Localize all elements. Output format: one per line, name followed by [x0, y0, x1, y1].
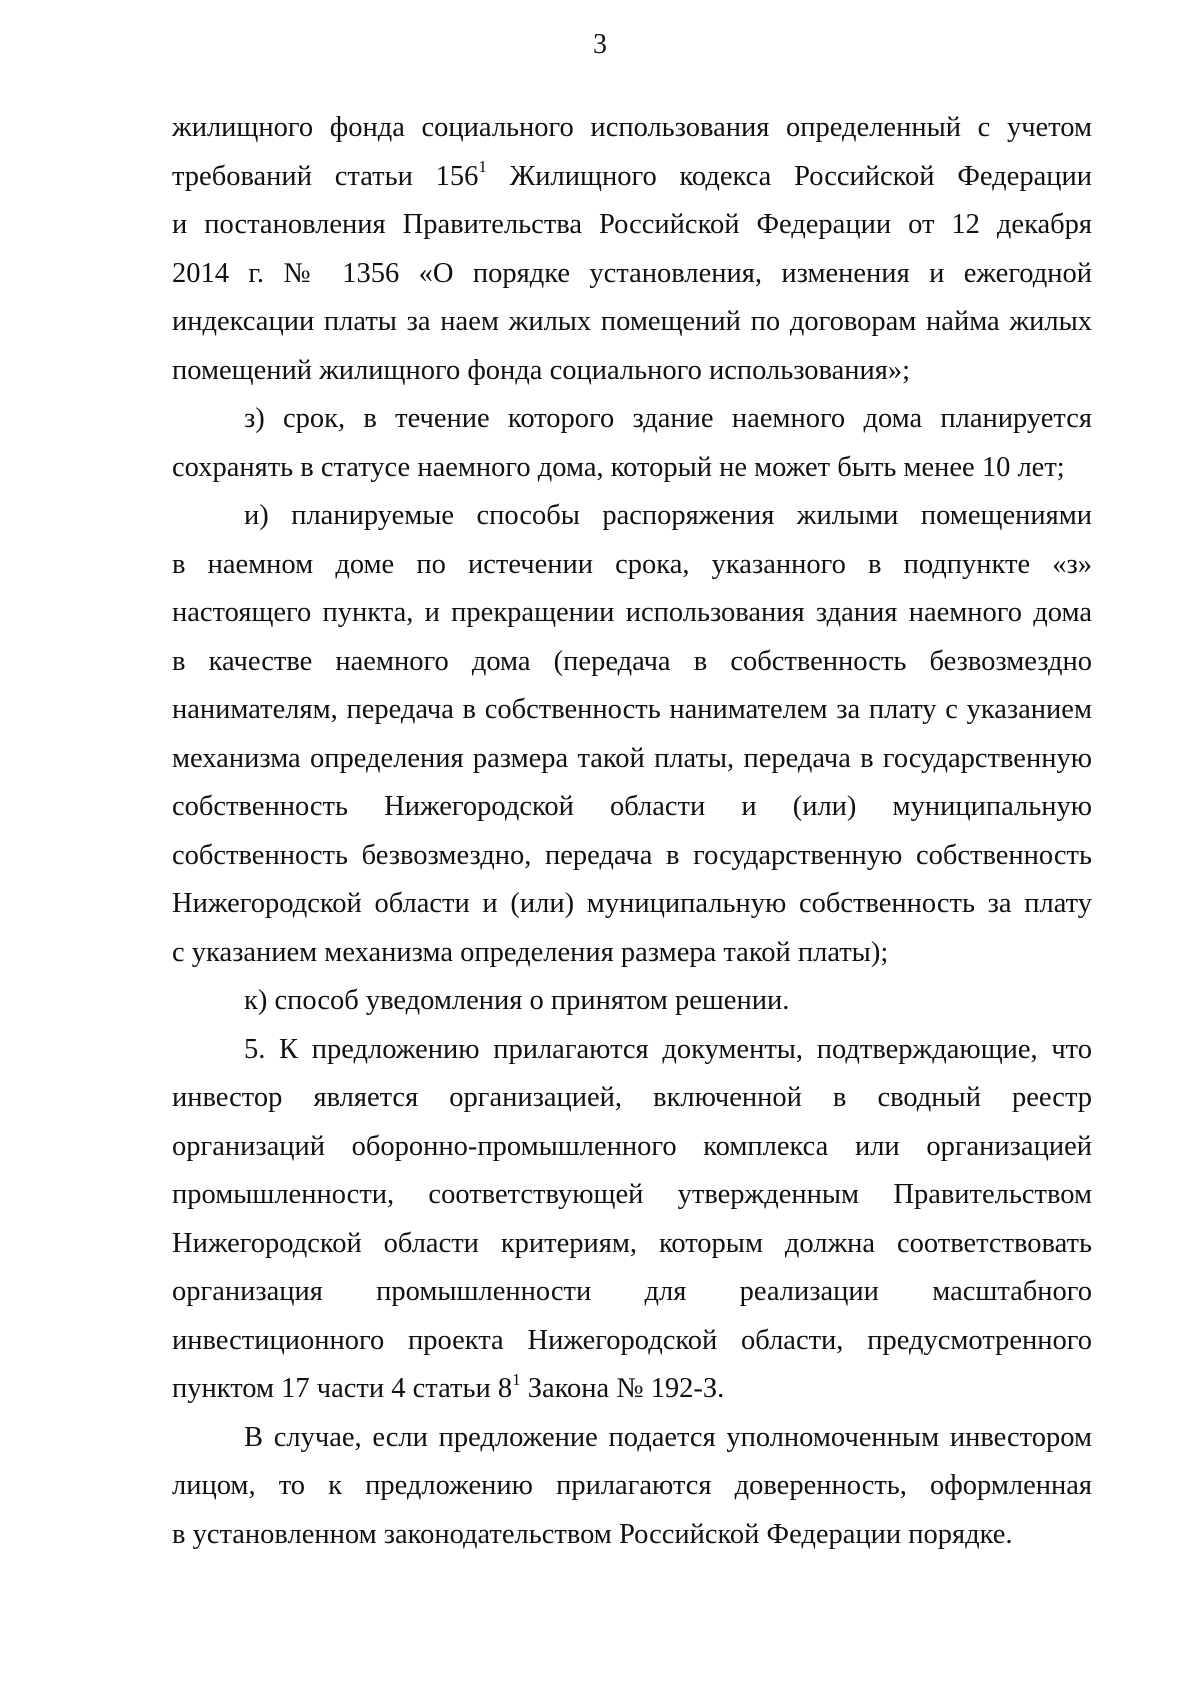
superscript: 1: [478, 157, 487, 176]
text-line: [172, 153, 1092, 202]
text-fragment: пунктом 17 части 4 статьи 8: [172, 1373, 513, 1404]
text-fragment: требований статьи 156: [172, 160, 479, 192]
text-line: инвестор является организацией, включенной в сводный реестр: [172, 1082, 1092, 1113]
text-line: з) срок, в течение которого здание наемного дома планируется: [244, 403, 1092, 434]
text-line: в наемном доме по истечении срока, указанного в подпункте «з»: [172, 548, 1092, 580]
paragraph-point-5: [172, 1026, 1092, 1414]
text-line: с указанием механизма определения размера такой платы);: [172, 936, 889, 968]
text-line: настоящего пункта, и прекращении использования здания наемного дома: [172, 597, 1092, 628]
text-line: лицом, то к предложению прилагаются доверенность, оформленная: [172, 1470, 1092, 1501]
page-number: 3: [593, 29, 607, 60]
text-line: организация промышленности для реализации масштабного: [172, 1276, 1092, 1307]
paragraph-continuation: [172, 104, 1092, 395]
text-line: в установленном законодательством Российской Федерации порядке.: [172, 1518, 1013, 1550]
text-line: инвестиционного проекта Нижегородской области, предусмотренного: [172, 1324, 1092, 1356]
text-fragment: Жилищного кодекса Российской Федерации: [486, 160, 1092, 192]
text-line: сохранять в статусе наемного дома, который не может быть менее 10 лет;: [172, 451, 1065, 483]
paragraph-authorized-person: [172, 1414, 1092, 1560]
text-line: В случае, если предложение подается уполномоченным инвестором: [244, 1421, 1092, 1453]
paragraph-item-i: [172, 492, 1092, 977]
text-line: собственность Нижегородской области и (или) муниципальную: [172, 791, 1092, 822]
paragraph-item-z: [172, 395, 1092, 492]
text-line: собственность безвозмездно, передача в государственную собственность: [172, 839, 1092, 871]
text-line: к) способ уведомления о принятом решении.: [244, 985, 790, 1016]
text-fragment: Закона № 192-З.: [520, 1373, 725, 1404]
text-line: промышленности, соответствующей утвержденным Правительством: [172, 1179, 1092, 1210]
text-line: и постановления Правительства Российской Федерации от 12 декабря: [172, 209, 1092, 240]
text-line: 2014 г. № 1356 «О порядке установления, изменения и ежегодной: [172, 257, 1092, 289]
text-line: [172, 1365, 1092, 1414]
paragraph-item-k: [172, 977, 1092, 1026]
text-line: в качестве наемного дома (передача в собственность безвозмездно: [172, 645, 1092, 677]
text-line: 5. К предложению прилагаются документы, подтверждающие, что: [244, 1033, 1092, 1065]
text-line: жилищного фонда социального использования определенный с учетом: [172, 112, 1092, 143]
text-line: Нижегородской области и (или) муниципальную собственность за плату: [172, 888, 1092, 919]
text-line: механизма определения размера такой платы, передача в государственную: [172, 742, 1092, 774]
text-line: индексации платы за наем жилых помещений по договорам найма жилых: [172, 306, 1092, 337]
document-body: [172, 104, 1092, 1559]
text-line: Нижегородской области критериям, которым должна соответствовать: [172, 1227, 1092, 1259]
superscript: 1: [512, 1369, 521, 1389]
text-line: организаций оборонно-промышленного комплекса или организацией: [172, 1130, 1092, 1162]
text-line: нанимателям, передача в собственность нанимателем за плату с указанием: [172, 694, 1092, 725]
text-line: помещений жилищного фонда социального использования»;: [172, 354, 911, 386]
text-line: и) планируемые способы распоряжения жилыми помещениями: [244, 500, 1092, 531]
